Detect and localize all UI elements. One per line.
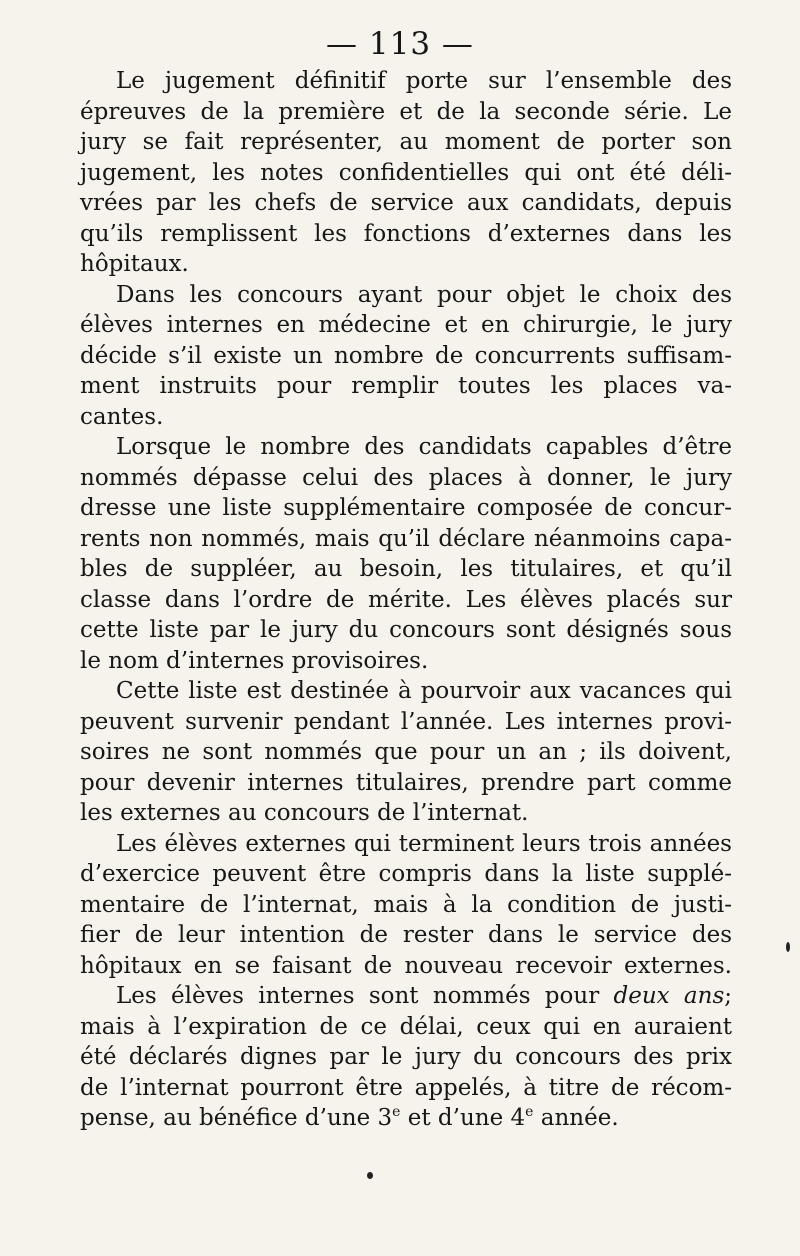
paragraph-5 [80,829,732,982]
page-number: — 113 — [326,26,474,62]
text-line: pour devenir internes titulaires, prendre part comme [80,769,732,796]
text-segment: pense, au bénéfice d’une [80,1105,371,1131]
text-line: dresse une liste supplémentaire composée de concur- [80,495,732,521]
text-line: décide s’il existe un nombre de concurrents suffisam- [80,342,732,369]
ordinal-number: 4 [510,1105,526,1131]
text-line: bles de suppléer, au besoin, les titulaires, et qu’il [80,556,732,582]
text-line: classe dans l’ordre de mérite. Les élèves placés sur [80,586,732,613]
text-line: vrées par les chefs de service aux candidats, depuis [80,190,732,216]
text-line: Lorsque le nombre des candidats capables d’être [116,434,732,460]
ordinal-number: 3 [377,1105,393,1131]
text-line: peuvent survenir pendant l’année. Les internes provi- [80,708,732,735]
text-segment: ; [724,983,732,1009]
text-segment: année. [533,1105,619,1131]
text-line: nommés dépasse celui des places à donner, le jury [80,464,732,491]
text-line: de l’internat pourront être appelés, à titre de récom- [80,1074,732,1101]
text-line: cette liste par le jury du concours sont désignés sous [80,617,732,643]
text-line: qu’ils remplissent les fonctions d’externes dans les [80,220,732,247]
text-line: élèves internes en médecine et en chirurgie, le jury [80,312,732,338]
paragraph-1 [80,66,732,280]
text-segment: Les élèves internes sont nommés pour [116,983,600,1009]
text-line: Le jugement définitif porte sur l’ensemble des [116,68,732,94]
ink-speck [786,942,790,952]
text-line: Les élèves externes qui terminent leurs trois années [116,830,732,857]
text-line: jugement, les notes confidentielles qui ont été déli- [80,159,732,186]
text-line [80,981,732,1012]
text-line: le nom d’internes provisoires. [80,647,429,674]
text-line: hôpitaux. [80,251,189,277]
paragraph-2 [80,280,732,433]
text-line: ment instruits pour remplir toutes les places va- [80,373,732,399]
text-line: été déclarés dignes par le jury du concours des prix [80,1044,732,1070]
text-line: Cette liste est destinée à pourvoir aux vacances qui [116,678,732,704]
paragraph-4 [80,676,732,829]
text-line: les externes au concours de l’internat. [80,800,529,826]
text-line: soires ne sont nommés que pour un an ; ils doivent, [80,739,732,765]
text-line: cantes. [80,403,164,430]
ordinal-suffix: e [392,1104,401,1120]
text-line: d’exercice peuvent être compris dans la liste supplé- [80,861,732,887]
text-line: hôpitaux en se faisant de nouveau recevoir externes. [80,952,732,979]
paragraph-6 [80,981,732,1134]
text-line: fier de leur intention de rester dans le service des [80,922,732,948]
text-line [80,1103,732,1134]
text-line: mentaire de l’internat, mais à la condition de justi- [80,891,732,918]
page-body [80,66,732,1134]
text-line: épreuves de la première et de la seconde série. Le [80,98,732,125]
text-line: jury se fait représenter, au moment de porter son [80,129,732,155]
ink-speck [367,1172,373,1179]
paragraph-3 [80,432,732,676]
text-segment: et d’une [400,1105,511,1131]
text-line: Dans les concours ayant pour objet le choix des [116,281,732,308]
italic-phrase: deux ans [613,983,725,1009]
text-line: mais à l’expiration de ce délai, ceux qui en auraient [80,1013,732,1040]
text-line: rents non nommés, mais qu’il déclare néanmoins capa- [80,525,732,552]
ordinal-suffix: e [525,1104,534,1120]
